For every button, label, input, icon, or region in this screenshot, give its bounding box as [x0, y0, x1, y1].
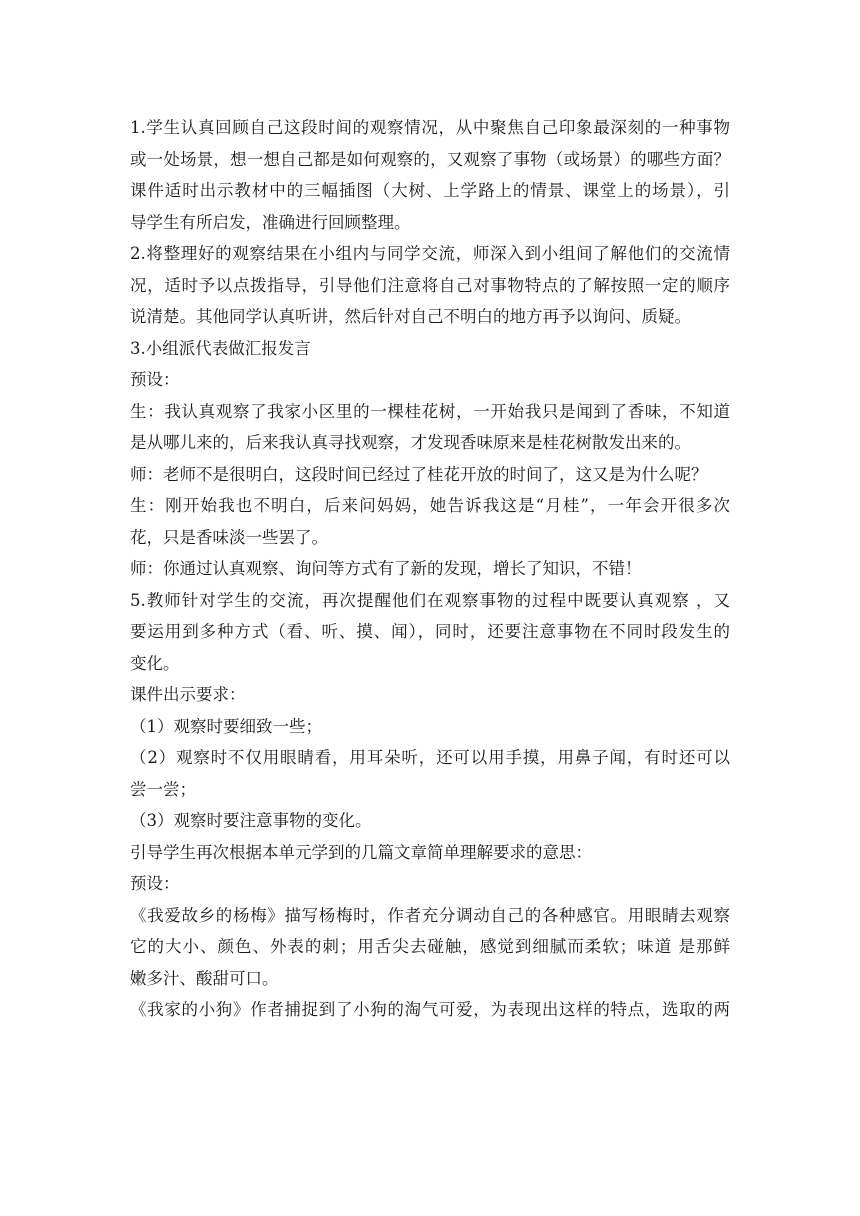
text-line: 5.教师针对学生的交流，再次提醒他们在观察事物的过程中既要认真观察 ，又 [130, 590, 730, 610]
text-line: 或一处场景，想一想自己都是如何观察的，又观察了事物（或场景）的哪些方面？ [130, 149, 730, 169]
paragraph-12 [130, 742, 730, 805]
paragraph-11 [130, 711, 730, 743]
text-line: 导学生有所启发，准确进行回顾整理。 [130, 212, 411, 232]
paragraph-1 [130, 112, 730, 238]
paragraph-17 [130, 994, 730, 1026]
text-line: （2）观察时不仅用眼睛看，用耳朵听，还可以用手摸，用鼻子闻，有时还可以 [130, 748, 730, 767]
text-line: 课件出示要求： [130, 685, 246, 704]
text-line: 引导学生再次根据本单元学到的几篇文章简单理解要求的意思： [130, 842, 592, 862]
text-line: 花，只是香味淡一些罢了。 [130, 527, 328, 547]
text-line: 师：你通过认真观察、询问等方式有了新的发现，增长了知识，不错！ [130, 559, 642, 578]
text-line: 2.将整理好的观察结果在小组内与同学交流，师深入到小组间了解他们的交流情 [130, 244, 730, 263]
text-line: 嫩多汁、酸甜可口。 [130, 968, 279, 988]
text-line: 它的大小、颜色、外表的刺；用舌尖去碰触，感觉到细腻而柔软；味道 是那鲜 [130, 937, 730, 956]
paragraph-8 [130, 553, 730, 585]
paragraph-15 [130, 868, 730, 900]
text-line: 生：刚开始我也不明白，后来问妈妈，她告诉我这是“月桂”，一年会开很多次 [130, 496, 730, 515]
paragraph-3 [130, 333, 730, 365]
text-line: 是从哪儿来的，后来我认真寻找观察，才发现香味原来是桂花树散发出来的。 [130, 433, 691, 452]
paragraph-4 [130, 364, 730, 396]
text-line: 尝一尝； [130, 779, 196, 799]
text-line: 《我爱故乡的杨梅》描写杨梅时，作者充分调动自己的各种感官。用眼睛去观察 [130, 905, 730, 925]
paragraph-5 [130, 396, 730, 459]
text-line: 3.小组派代表做汇报发言 [130, 338, 311, 358]
text-line: 况，适时予以点拨指导，引导他们注意将自己对事物特点的了解按照一定的顺序 [130, 275, 730, 295]
paragraph-16 [130, 900, 730, 995]
text-line: （3）观察时要注意事物的变化。 [130, 811, 372, 830]
text-line: （1）观察时要细致一些； [130, 716, 322, 736]
text-line: 生：我认真观察了我家小区里的一棵桂花树，一开始我只是闻到了香味，不知道 [130, 401, 730, 421]
document-body [130, 112, 730, 1026]
paragraph-9 [130, 585, 730, 680]
paragraph-14 [130, 837, 730, 869]
text-line: 1.学生认真回顾自己这段时间的观察情况，从中聚焦自己印象最深刻的一种事物 [130, 118, 730, 137]
paragraph-10 [130, 679, 730, 711]
text-line: 预设： [130, 370, 180, 389]
text-line: 说清楚。其他同学认真听讲，然后针对自己不明白的地方再予以询问、质疑。 [130, 307, 691, 326]
paragraph-13 [130, 805, 730, 837]
text-line: 预设： [130, 874, 180, 893]
paragraph-6 [130, 459, 730, 491]
paragraph-7 [130, 490, 730, 553]
text-line: 变化。 [130, 653, 180, 673]
text-line: 师：老师不是很明白，这段时间已经过了桂花开放的时间了，这又是为什么呢？ [130, 464, 708, 484]
text-line: 课件适时出示教材中的三幅插图（大树、上学路上的情景、课堂上的场景），引 [130, 181, 730, 200]
text-line: 《我家的小狗》作者捕捉到了小狗的淘气可爱，为表现出这样的特点，选取的两 [130, 1000, 730, 1019]
text-line: 要运用到多种方式（看、听、摸、闻），同时，还要注意事物在不同时段发生的 [130, 622, 730, 641]
paragraph-2 [130, 238, 730, 333]
